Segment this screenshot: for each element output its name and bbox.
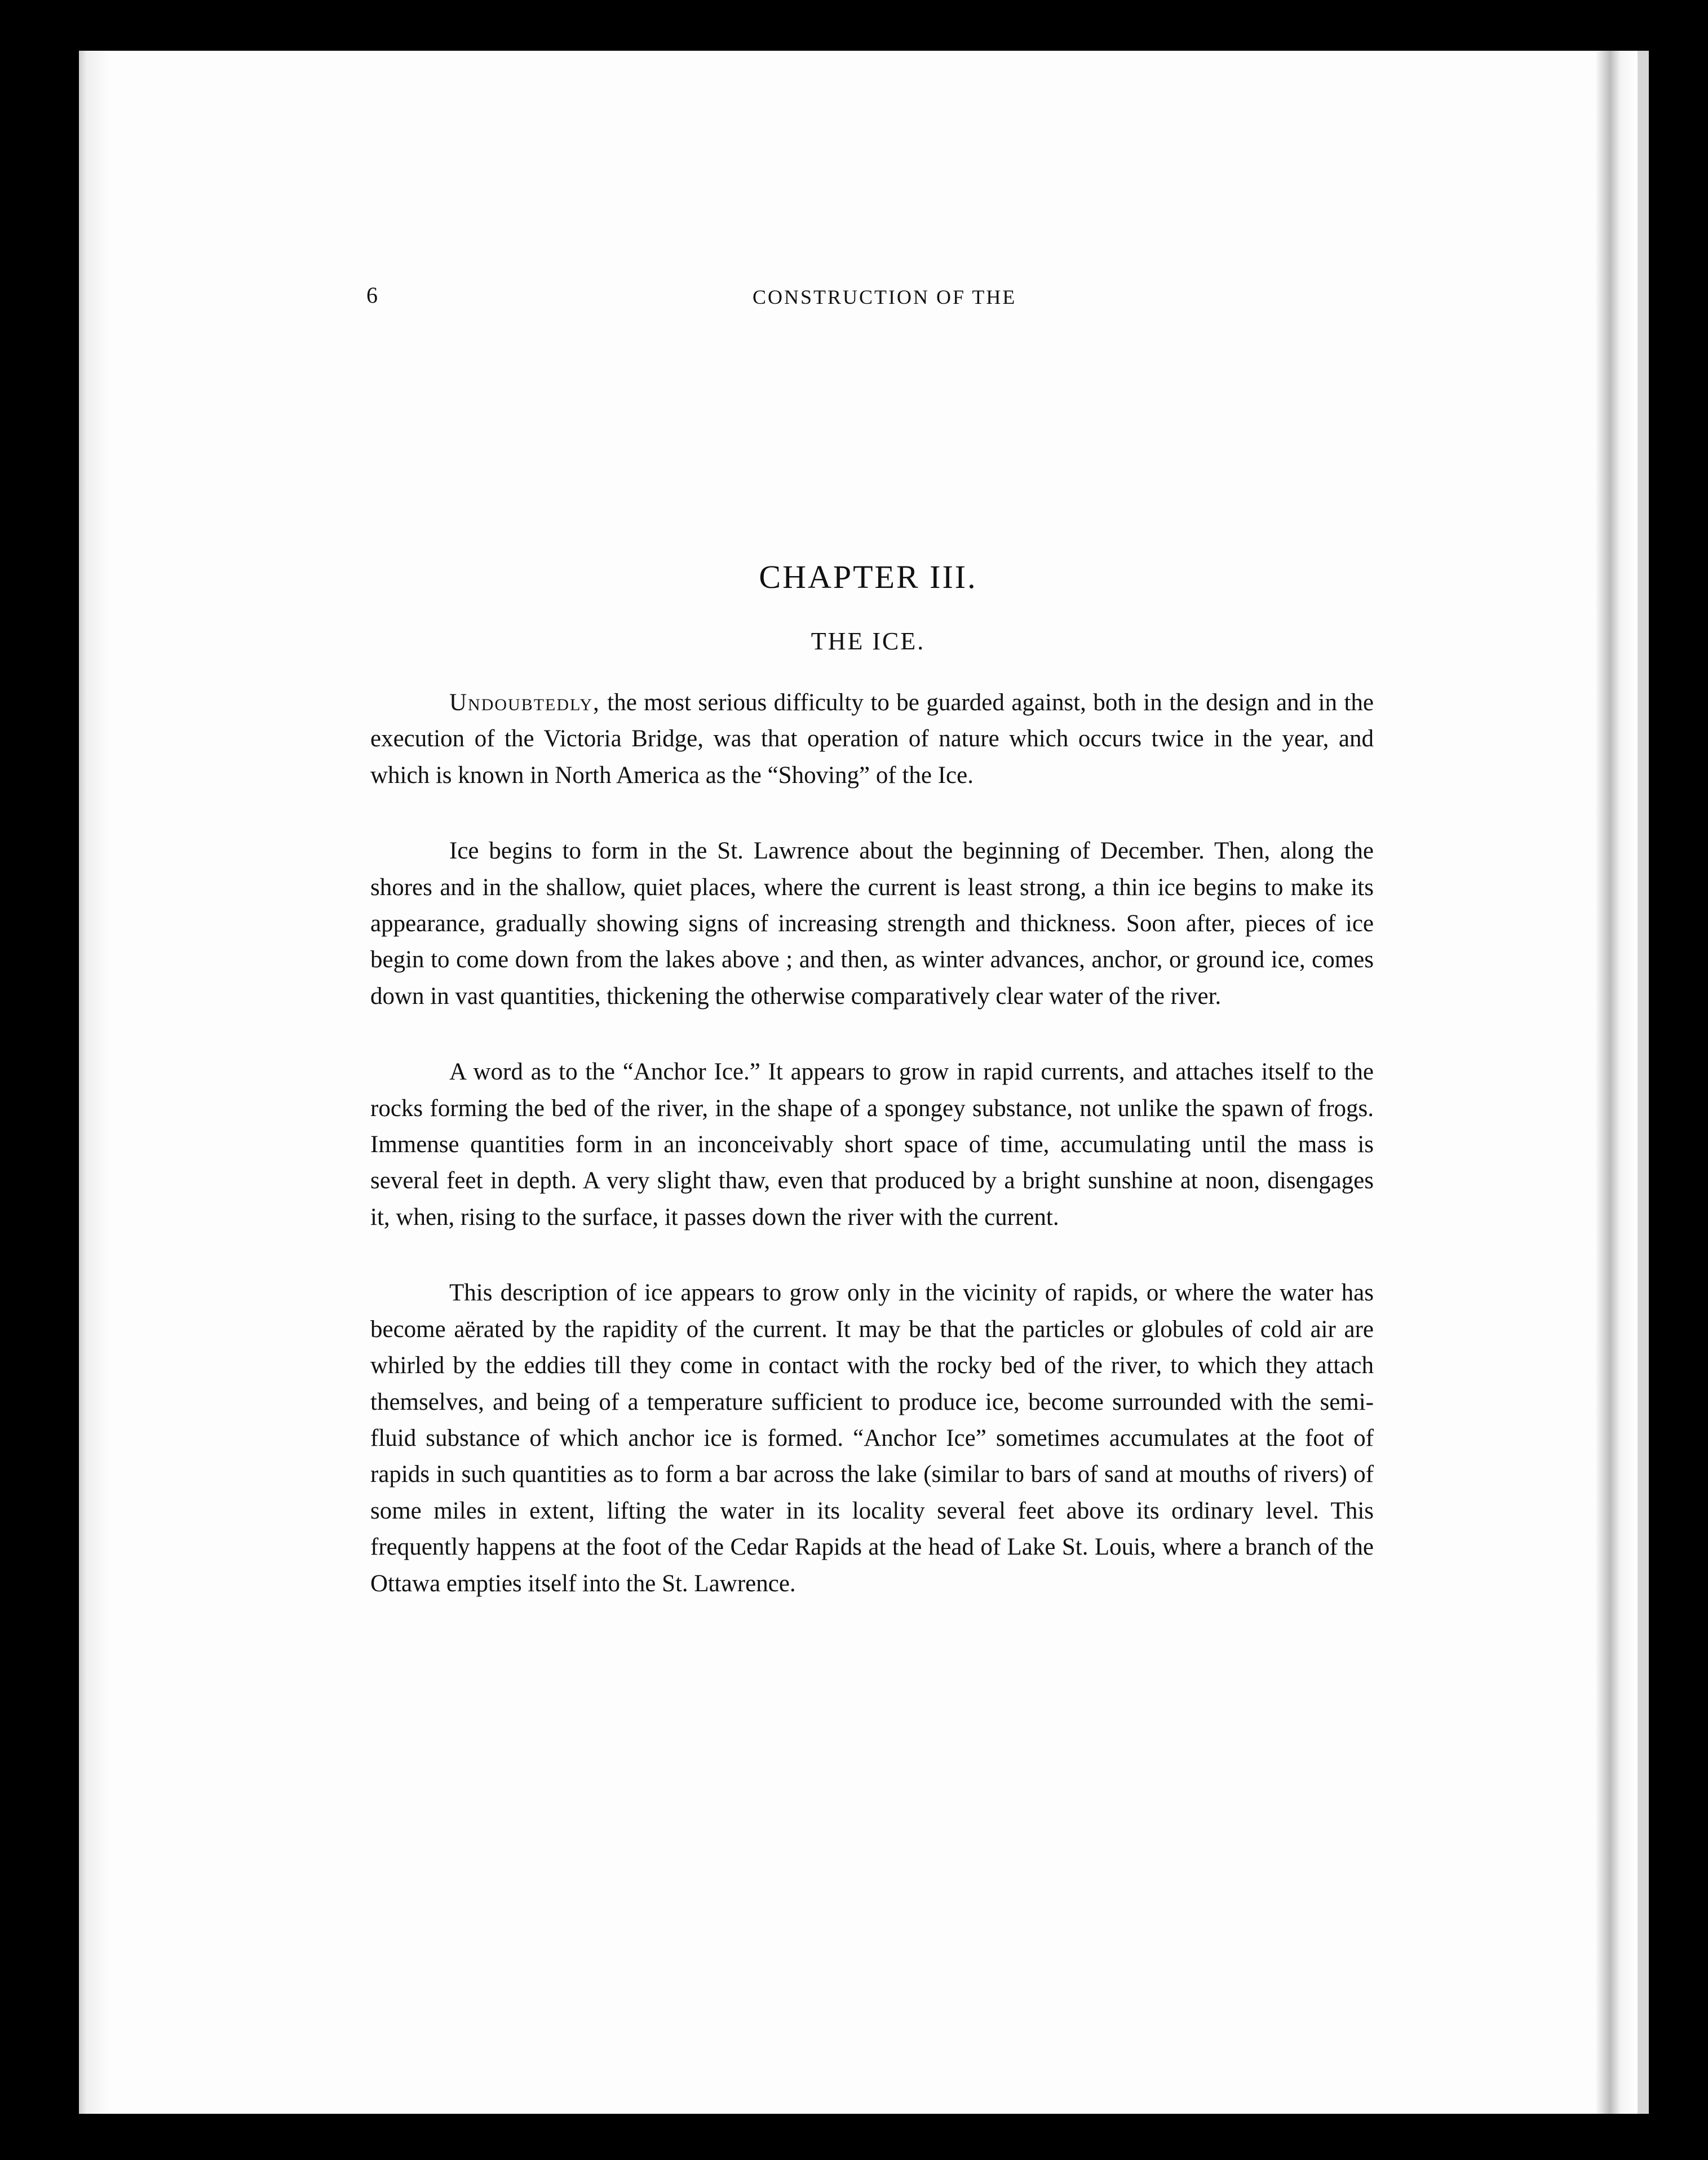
page-header xyxy=(366,282,1381,327)
paragraph-1 xyxy=(370,685,1374,794)
paragraph-3-text: A word as to the “Anchor Ice.” It appears to grow in rapid currents, and attaches itself to the rocks forming the bed of the river, in the shape of a spongey substance, not unlike the spawn of frogs. Immense quantities form in an inconceivably short space of time, accumulating until the mass is several feet in depth. A very slight thaw, even that produced by a bright sunshine at noon, disengages it, when, rising to the surface, it passes down the river with the current. xyxy=(370,1059,1374,1231)
running-title: CONSTRUCTION OF THE xyxy=(753,286,1017,308)
paragraph-4 xyxy=(370,1275,1374,1602)
paragraph-4-text: This description of ice appears to grow only in the vicinity of rapids, or where the water has become aërated by the rapidity of the current. It may be that the particles or globules of cold air are whirled by the eddies till they come in contact with the rocky bed of the river, to which they attach themselves, and being of a temperature sufficient to produce ice, become surrounded with the semi-fluid substance of which anchor ice is formed. “Anchor Ice” sometimes accumulates at the foot of rapids in such quantities as to form a bar across the lake (similar to bars of sand at mouths of rivers) of some miles in extent, lifting the water in its locality several feet above its ordinary level. This frequently happens at the foot of the Cedar Rapids at the head of Lake St. Louis, where a branch of the Ottawa empties itself into the St. Lawrence. xyxy=(370,1280,1374,1597)
left-page-edge-shadow xyxy=(79,51,110,2114)
chapter-title: CHAPTER III. xyxy=(759,559,977,595)
paragraph-lead-word: Undoubtedly, xyxy=(449,689,600,716)
page-number: 6 xyxy=(366,282,378,308)
right-binding-strip xyxy=(1638,51,1649,2114)
paragraph-2 xyxy=(370,833,1374,1015)
paragraph-3 xyxy=(370,1054,1374,1236)
section-title: THE ICE. xyxy=(811,627,926,655)
body-text xyxy=(370,685,1374,1641)
right-page-edge-shadow xyxy=(1595,51,1638,2114)
paragraph-2-text: Ice begins to form in the St. Lawrence about the beginning of December. Then, along the shores and in the shallow, quiet places, where the current is least strong, a thin ice begins to make its appearance, gradually showing signs of increasing strength and thickness. Soon after, pieces of ice begin to come down from the lakes above ; and then, as winter advances, anchor, or ground ice, comes down in vast quantities, thickening the otherwise comparatively clear water of the river. xyxy=(370,838,1374,1010)
paragraph-1-text: the most serious difficulty to be guarded against, both in the design and in the execution of the Victoria Bridge, was that operation of nature which occurs twice in the year, and which is known in North America as the “Shoving” of the Ice. xyxy=(370,689,1374,789)
